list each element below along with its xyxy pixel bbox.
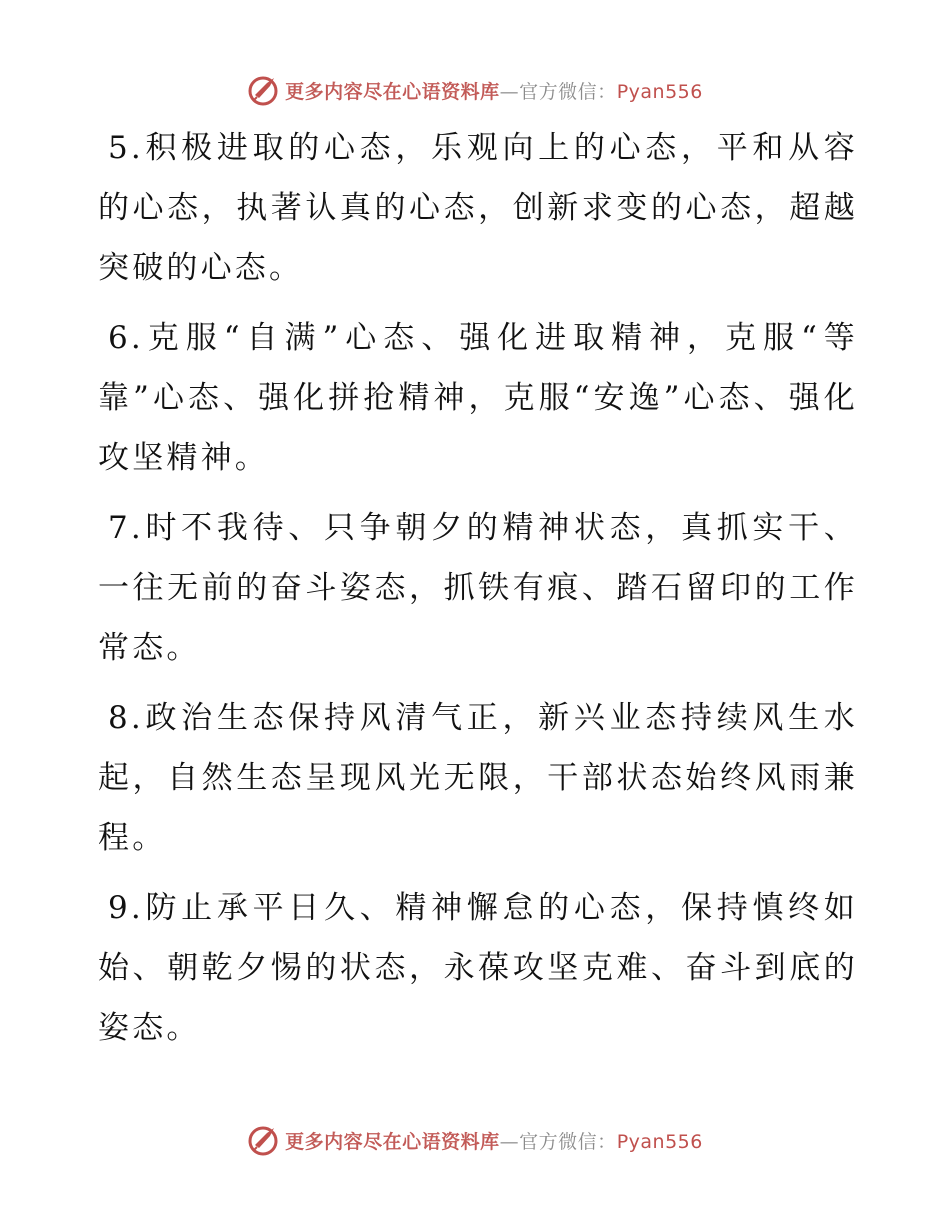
- paragraph-7: 7.时不我待、只争朝夕的精神状态，真抓实干、一往无前的奋斗姿态，抓铁有痕、踏石留印的工作常态。: [98, 510, 858, 666]
- pen-logo-icon: [247, 1123, 281, 1157]
- footer-watermark-banner: [0, 1120, 950, 1160]
- header-watermark-banner: [0, 70, 950, 110]
- banner-separator: —: [499, 1130, 520, 1153]
- paragraph-5: 5.积极进取的心态，乐观向上的心态，平和从容的心态，执著认真的心态，创新求变的心态，超越突破的心态。: [98, 130, 858, 286]
- paragraph-8: 8.政治生态保持风清气正，新兴业态持续风生水起，自然生态呈现风光无限，干部状态始终风雨兼程。: [98, 700, 858, 856]
- paragraph-9: 9.防止承平日久、精神懈怠的心态，保持慎终如始、朝乾夕惕的状态，永葆攻坚克难、奋斗到底的姿态。: [98, 890, 858, 1046]
- banner-separator: —: [499, 80, 520, 103]
- banner-site-name: 更多内容尽在心语资料库: [285, 1130, 500, 1153]
- banner-wechat-id: Pyan556: [616, 1130, 703, 1153]
- document-body: [98, 118, 858, 1068]
- banner-text: [285, 1127, 703, 1154]
- banner-label: 官方微信：: [519, 80, 617, 103]
- paragraph-6: 6.克服“自满”心态、强化进取精神，克服“等靠”心态、强化拼抢精神，克服“安逸”心态、强化攻坚精神。: [98, 320, 858, 476]
- banner-text: [285, 77, 703, 104]
- banner-label: 官方微信：: [519, 1130, 617, 1153]
- pen-logo-icon: [247, 73, 281, 107]
- banner-site-name: 更多内容尽在心语资料库: [285, 80, 500, 103]
- banner-wechat-id: Pyan556: [616, 80, 703, 103]
